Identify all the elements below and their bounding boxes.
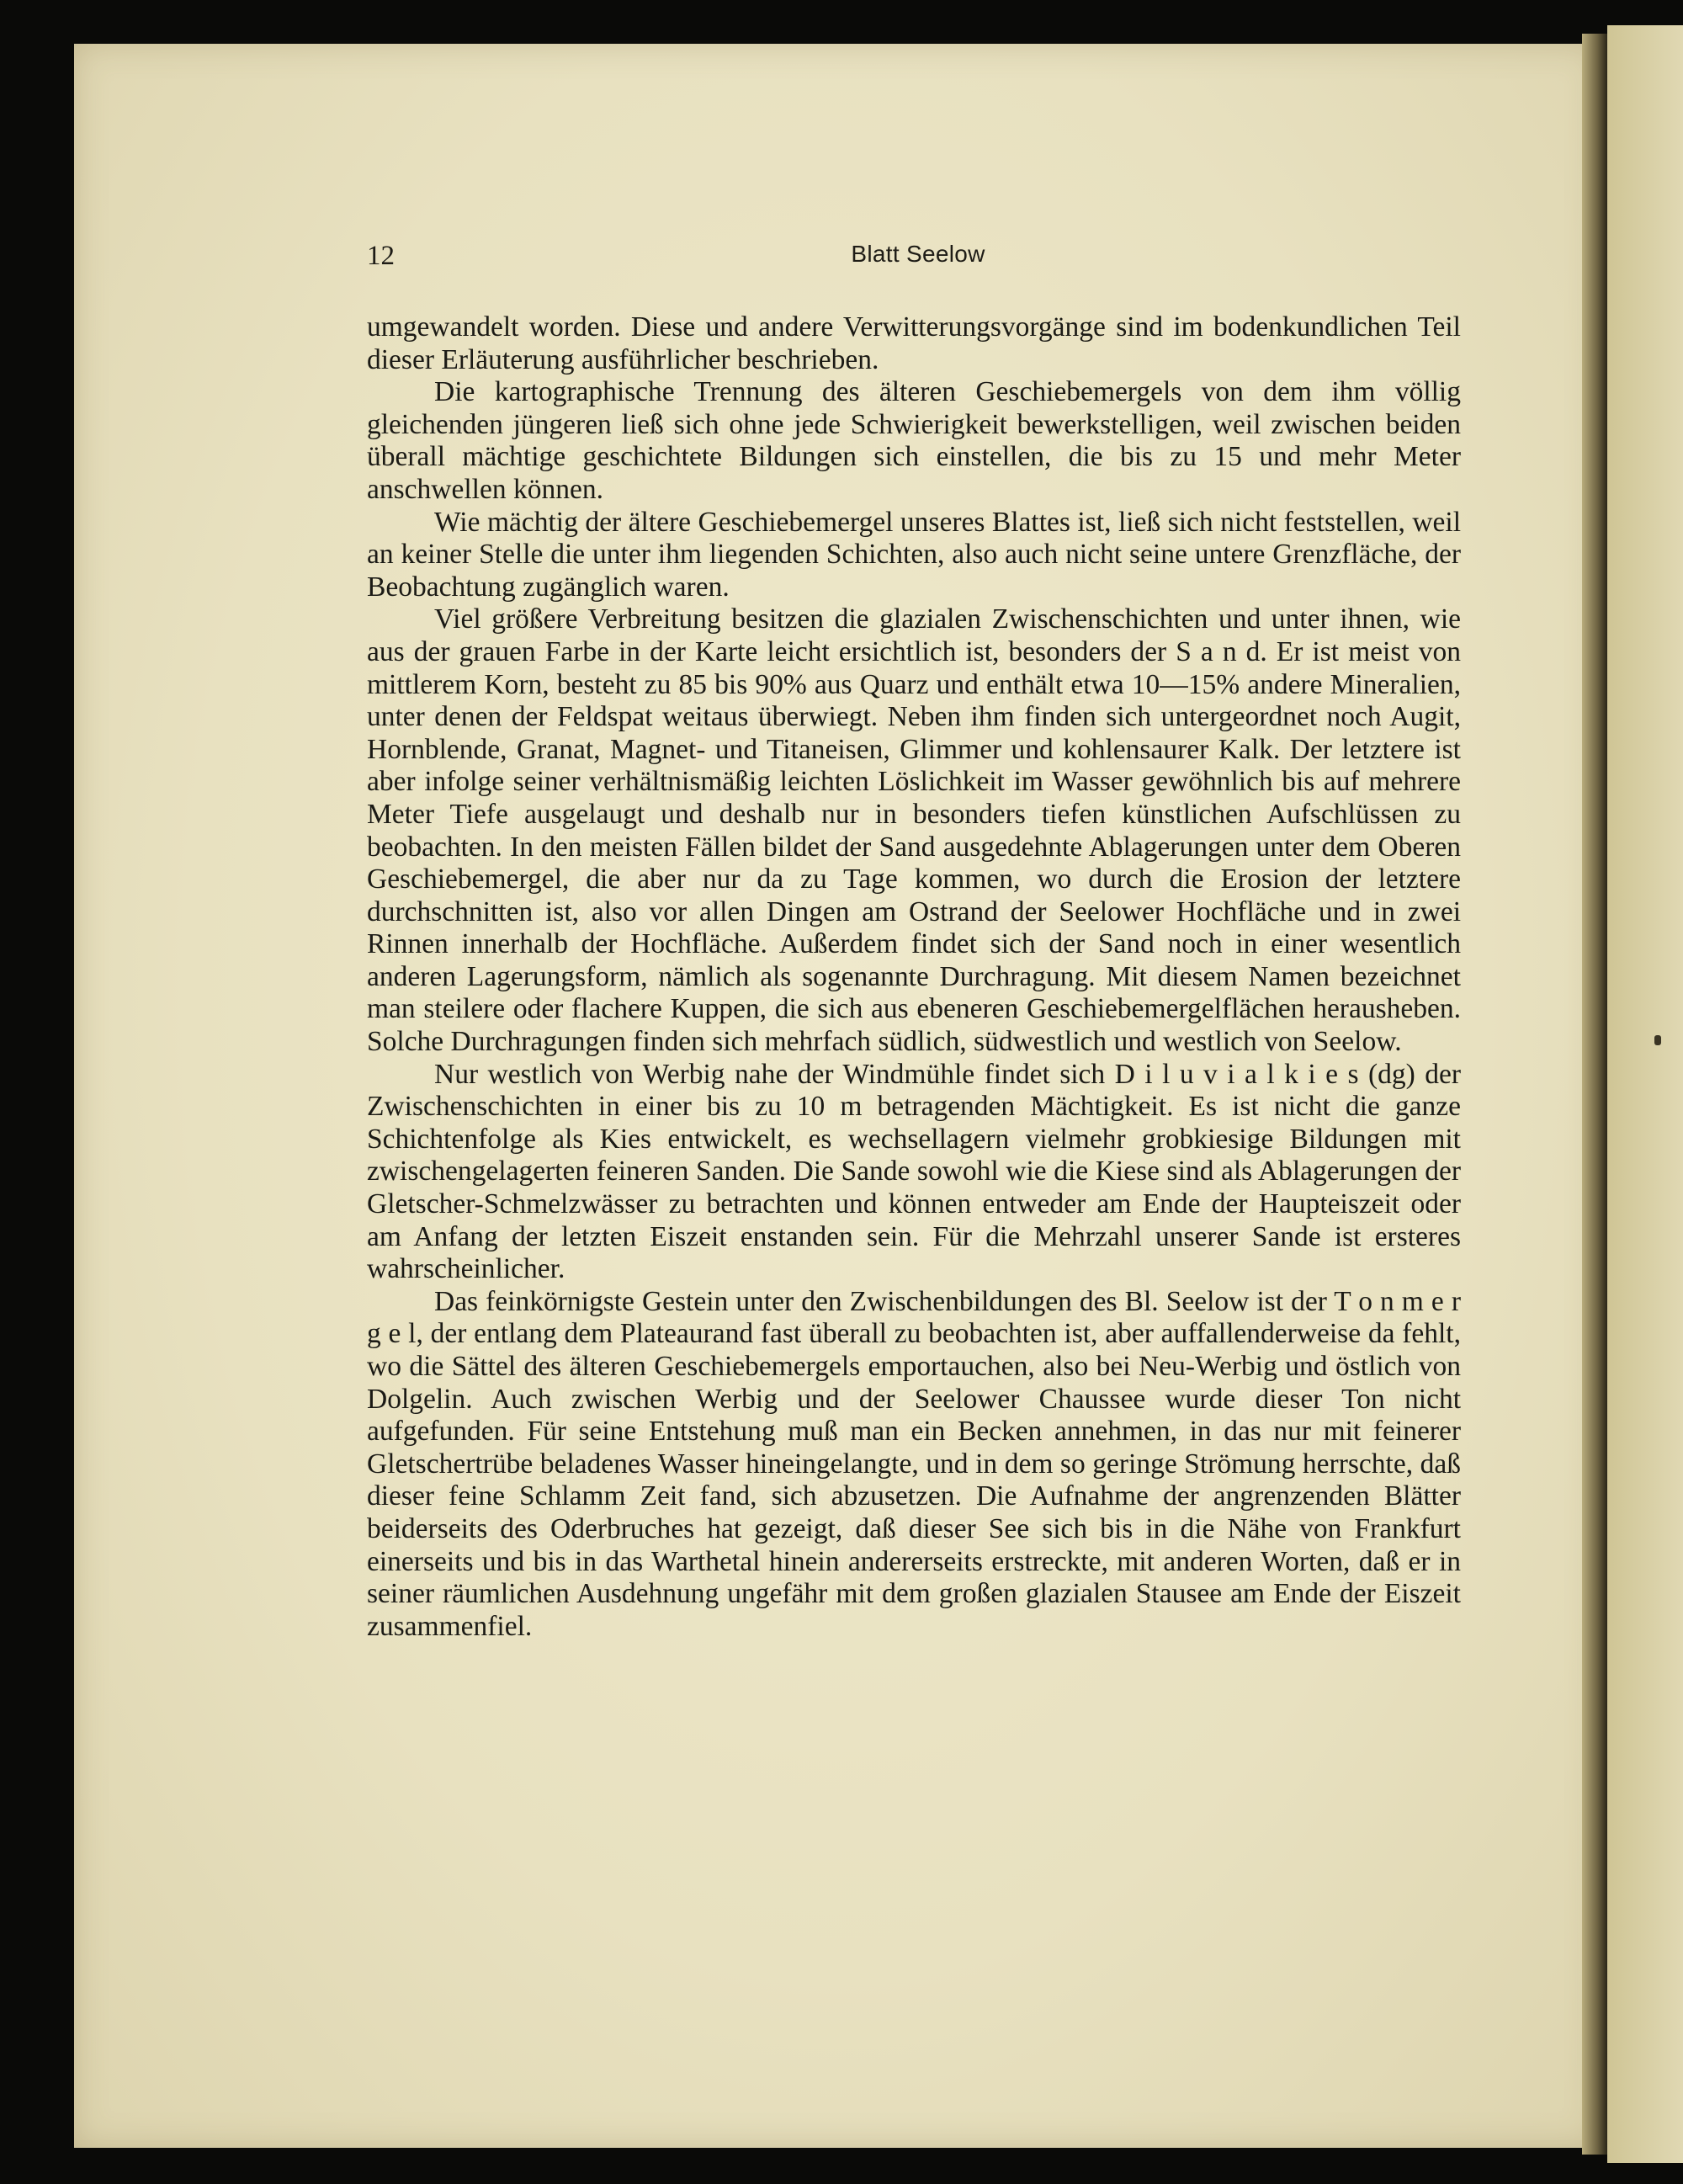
page-edge-mark <box>1654 1035 1661 1045</box>
paragraph: Viel größere Verbreitung besitzen die glazialen Zwischenschichten und unter ihnen, wie aus der grauen Farbe in der Karte leicht ersichtlich ist, besonders der S a n d. Er ist meist von mittlerem Korn, besteht zu 85 bis 90% aus Quarz und enthält etwa 10—15% andere Mineralien, unter denen der Feldspat weitaus überwiegt. Neben ihm finden sich untergeordnet noch Augit, Hornblende, Granat, Magnet- und Titaneisen, Glimmer und kohlensaurer Kalk. Der letztere ist aber infolge seiner verhältnismäßig leichten Löslichkeit im Wasser gewöhnlich bis auf mehrere Meter Tiefe ausgelaugt und deshalb nur in besonders tiefen künstlichen Aufschlüssen zu beobachten. In den meisten Fällen bildet der Sand ausgedehnte Ablagerungen unter dem Oberen Geschiebemergel, die aber nur da zu Tage kommen, wo durch die Erosion der letztere durchschnitten ist, also vor allen Dingen am Ostrand der Seelower Hochfläche und in zwei Rinnen innerhalb der Hochfläche. Außerdem findet sich der Sand noch in einer wesentlich anderen Lagerungsform, nämlich als sogenannte Durchragung. Mit diesem Namen bezeichnet man steilere oder flachere Kuppen, die sich aus ebeneren Geschiebemergelflächen herausheben. Solche Durchragungen finden sich mehrfach südlich, südwestlich und westlich von Seelow. <box>367 603 1461 1058</box>
book-gutter <box>1582 34 1607 2155</box>
paragraph: Nur westlich von Werbig nahe der Windmühle findet sich D i l u v i a l k i e s (dg) der Zwischenschichten in einer bis zu 10 m betragenden Mächtigkeit. Es ist nicht die ganze Schichtenfolge als Kies entwickelt, es wechsellagern vielmehr grobkiesige Bildungen mit zwischengelagerten feineren Sanden. Die Sande sowohl wie die Kiese sind als Ablagerungen der Gletscher-Schmelzwässer zu betrachten und können entweder am Ende der Haupteiszeit oder am Anfang der letzten Eiszeit enstanden sein. Für die Mehrzahl unserer Sande ist ersteres wahrscheinlicher. <box>367 1058 1461 1285</box>
running-head: Blatt Seelow <box>851 241 985 267</box>
paragraph: Die kartographische Trennung des älteren Geschiebemergels von dem ihm völlig gleichenden jüngeren ließ sich ohne jede Schwierigkeit bewerkstelligen, weil zwischen beiden überall mächtige geschichtete Bildungen sich einstellen, die bis zu 15 und mehr Meter anschwellen können. <box>367 376 1461 505</box>
paragraph: Das feinkörnigste Gestein unter den Zwischenbildungen des Bl. Seelow ist der T o n m e r g e l, der entlang dem Plateaurand fast überall zu beobachten ist, aber auffallenderweise da fehlt, wo die Sättel des älteren Geschiebemergels emportauchen, also bei Neu-Werbig und östlich von Dolgelin. Auch zwischen Werbig und der Seelower Chaussee wurde dieser Ton nicht aufgefunden. Für seine Entstehung muß man ein Becken annehmen, in das nur mit feinerer Gletschertrübe beladenes Wasser hineingelangte, und in dem so geringe Strömung herrschte, daß dieser feine Schlamm Zeit fand, sich abzusetzen. Die Aufnahme der angrenzenden Blätter beiderseits des Oderbruches hat gezeigt, daß dieser See sich bis in die Nähe von Frankfurt einerseits und bis in das Warthetal hinein andererseits erstreckte, mit anderen Worten, daß er in seiner räumlichen Ausdehnung ungefähr mit dem großen glazialen Stausee am Ende der Eiszeit zusammenfiel. <box>367 1285 1461 1642</box>
page-header <box>367 241 1469 274</box>
facing-page-edge <box>1607 25 1683 2163</box>
body-text <box>367 311 1461 1643</box>
paragraph: umgewandelt worden. Diese und andere Verwitterungsvorgänge sind im bodenkundlichen Teil dieser Erläuterung ausführlicher beschrieben. <box>367 311 1461 375</box>
page-number: 12 <box>367 241 395 271</box>
paragraph: Wie mächtig der ältere Geschiebemergel unseres Blattes ist, ließ sich nicht feststellen, weil an keiner Stelle die unter ihm liegenden Schichten, also auch nicht seine untere Grenzfläche, der Beobachtung zugänglich waren. <box>367 506 1461 603</box>
